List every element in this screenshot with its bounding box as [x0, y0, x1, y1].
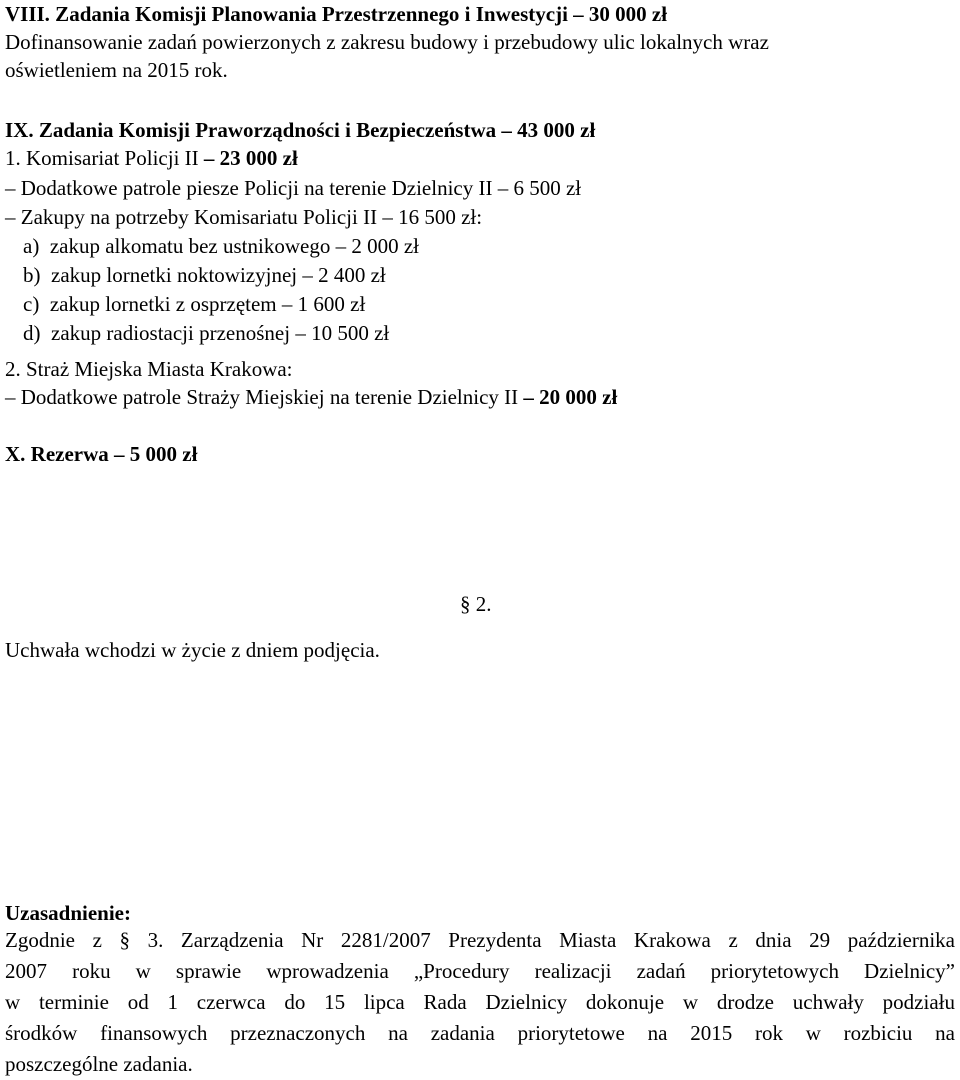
section-viii-text-line-2: oświetleniem na 2015 rok.	[5, 58, 228, 82]
justification-paragraph	[5, 925, 955, 1080]
section-viii-heading: VIII. Zadania Komisji Planowania Przestrzennego i Inwestycji – 30 000 zł	[5, 2, 668, 26]
item-2-dash-amount: – 20 000 zł	[523, 385, 618, 409]
section-ix-sub-c: c) zakup lornetki z osprzętem – 1 600 zł	[23, 292, 366, 316]
justification-row-3: w terminie od 1 czerwca do 15 lipca Rada Dzielnicy dokonuje w drodze uchwały podziału	[5, 990, 955, 1014]
paragraph-2-symbol: § 2.	[460, 592, 492, 616]
section-ix-item-2-dash	[5, 383, 617, 411]
item-1-label: 1. Komisariat Policji II	[5, 146, 204, 170]
section-ix-item-1	[5, 144, 298, 172]
justification-heading: Uzasadnienie:	[5, 901, 131, 925]
paragraph-2-text: Uchwała wchodzi w życie z dniem podjęcia.	[5, 638, 380, 662]
section-x-heading: X. Rezerwa – 5 000 zł	[5, 442, 198, 466]
section-ix-dash-2: – Zakupy na potrzeby Komisariatu Policji II – 16 500 zł:	[5, 205, 483, 229]
section-ix-sub-d: d) zakup radiostacji przenośnej – 10 500 zł	[23, 321, 390, 345]
section-ix-sub-b: b) zakup lornetki noktowizyjnej – 2 400 zł	[23, 263, 386, 287]
item-2-dash-label: – Dodatkowe patrole Straży Miejskiej na terenie Dzielnicy II	[5, 385, 524, 409]
justification-row-5: poszczególne zadania.	[5, 1052, 193, 1076]
section-viii-text-line-1: Dofinansowanie zadań powierzonych z zakresu budowy i przebudowy ulic lokalnych wraz	[5, 30, 769, 54]
justification-row-4: środków finansowych przeznaczonych na zadania priorytetowe na 2015 rok w rozbiciu na	[5, 1021, 955, 1045]
section-ix-sub-a: a) zakup alkomatu bez ustnikowego – 2 000 zł	[23, 234, 419, 258]
justification-row-2: 2007 roku w sprawie wprowadzenia „Procedury realizacji zadań priorytetowych Dzielnicy”	[5, 959, 955, 983]
section-ix-item-2: 2. Straż Miejska Miasta Krakowa:	[5, 357, 293, 381]
section-ix-heading: IX. Zadania Komisji Praworządności i Bezpieczeństwa – 43 000 zł	[5, 118, 596, 142]
justification-row-1: Zgodnie z § 3. Zarządzenia Nr 2281/2007 Prezydenta Miasta Krakowa z dnia 29 października	[5, 928, 955, 952]
item-1-amount: – 23 000 zł	[203, 146, 298, 170]
section-ix-dash-1: – Dodatkowe patrole piesze Policji na terenie Dzielnicy II – 6 500 zł	[5, 176, 582, 200]
